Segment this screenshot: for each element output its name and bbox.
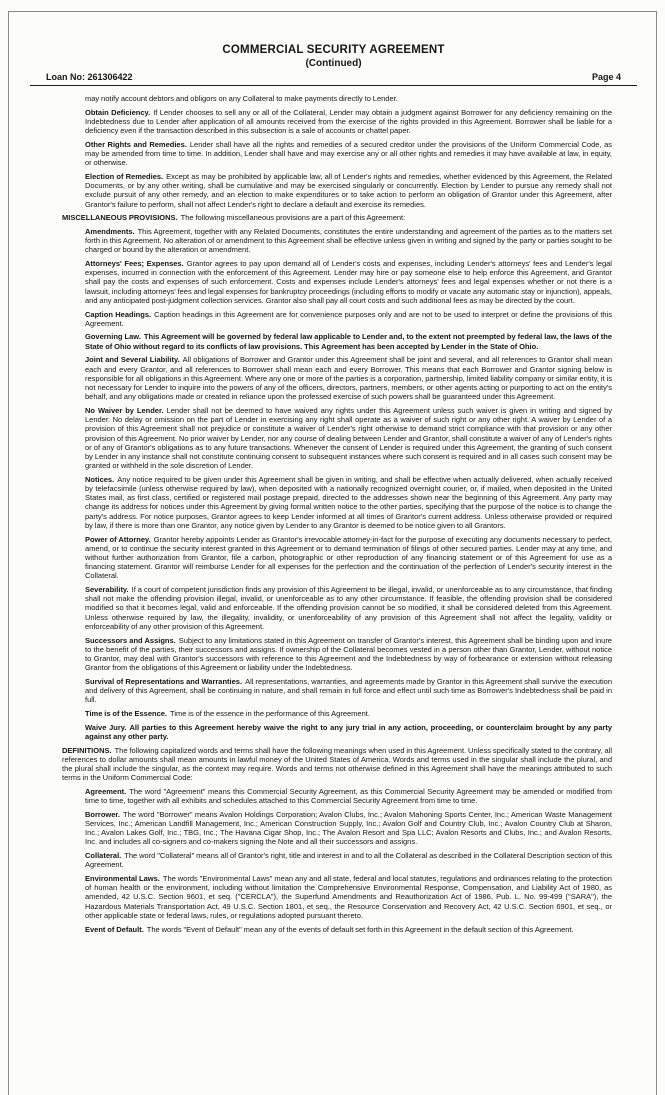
document-paragraph	[85, 851, 612, 869]
document-paragraph	[85, 108, 612, 136]
paragraph-text: All representations, warranties, and agreements made by Grantor in this Agreement shall survive the execution and delivery of this Agreement, shall be continuing in nature, and shall remain in full force and effect until such time as Borrower's Indebtedness shall be paid in full.	[85, 676, 613, 705]
paragraph-heading: Obtain Deficiency.	[85, 107, 151, 117]
paragraph-heading: Other Rights and Remedies.	[85, 139, 187, 149]
document-paragraph	[85, 709, 612, 718]
paragraph-heading: Environmental Laws.	[85, 874, 160, 884]
paragraph-text: Caption headings in this Agreement are for convenience purposes only and are not to be used to interpret or define the provisions of this Agreement.	[85, 309, 612, 328]
paragraph-heading: Power of Attorney.	[85, 534, 151, 544]
paragraph-text: Lender shall not be deemed to have waived any rights under this Agreement unless such waiver is given in writing and signed by Lender. No delay or omission on the part of Lender in exercising any right shall operate as a waiver of such right or any other right. A waiver by Lender of a provision of this Agreement shall not prejudice or constitute a waiver of Lender's right otherwise to demand strict compliance with that provision or any other provision of this Agreement. No prior waiver by Lender, nor any course of dealing between Lender and Grantor, shall constitute a waiver of any of Lender's rights or of any of Grantor's obligations as to any future transactions. Whenever the consent of Lender is required under this Agreement, the granting of such consent by Lender in any instance shall not constitute continuing consent to subsequent instances where such consent is required and in all cases such consent may be granted or withheld in the sole discretion of Lender.	[85, 405, 612, 471]
paragraph-text: All obligations of Borrower and Grantor under this Agreement shall be joint and several, and all references to Grantor shall mean each and every Grantor, and all references to Borrower shall mean each and every Borrower. This means that each Borrower and Grantor signing below is responsible for all obligations in this Agreement. Where any one or more of the parties is a corporation, partnership, limited liability company or similar entity, it is not necessary for Lender to inquire into the powers of any of the officers, directors, partners, members, or other agents acting or purporting to act on the entity's behalf, and any obligations made or created in reliance upon the professed exercise of such powers shall be guaranteed under this Agreement.	[85, 355, 612, 402]
paragraph-text: The word "Collateral" means all of Grantor's right, title and interest in and to all the Collateral as described in the Collateral Description section of this Agreement.	[85, 851, 612, 870]
paragraph-text: Grantor hereby appoints Lender as Grantor's irrevocable attorney-in-fact for the purpose of executing any documents necessary to perfect, amend, or to continue the security interest granted in this Agreement or to demand termination of filings of other secured parties. Lender may at any time, and without further authorization from Grantor, file a carbon, photographic or other reproduction of any financing statement or of this Agreement for use as a financing statement. Grantor will reimburse Lender for all expenses for the perfection and the continuation of the perfection of Lender's security interest in the Collateral.	[85, 534, 612, 581]
paragraph-text: Except as may be prohibited by applicable law, all of Lender's rights and remedies, whether evidenced by this Agreement, the Related Documents, or by any other writing, shall be cumulative and may be exercised singularly or concurrently. Election by Lender to pursue any remedy shall not exclude pursuit of any other remedy, and an election to make expenditures or to take action to perform an obligation of Grantor under this Agreement, after Grantor's failure to perform, shall not affect Lender's right to declare a default and exercise its remedies.	[85, 171, 612, 209]
document-paragraph	[85, 140, 612, 168]
document-paragraph	[62, 746, 612, 783]
document-paragraph	[85, 535, 612, 581]
paragraph-heading: Governing Law.	[85, 332, 141, 342]
document-paragraph	[85, 406, 612, 470]
document-paragraph	[85, 94, 612, 103]
document-paragraph	[85, 677, 612, 705]
paragraph-text: Lender shall have all the rights and remedies of a secured creditor under the provisions of the Uniform Commercial Code, as may be amended from time to time. In addition, Lender shall have and may exercise any or all other rights and remedies it may have available at law, in equity, or otherwise.	[85, 139, 612, 168]
document-body	[30, 94, 637, 934]
paragraph-heading: Survival of Representations and Warranties.	[85, 676, 243, 686]
paragraph-text: The word "Borrower" means Avalon Holdings Corporation; Avalon Clubs, Inc.; Avalon Mahoning Sports Center, Inc.; American Waste Management Services, Inc.; American Landfill Management, Inc.; American Construction Supply, Inc.; Avalon Golf and Country Club, Inc.; Avalon Country Club at Sharon, Inc.; Avalon Lakes Golf, Inc.; TBG, Inc.; The Havana Cigar Shop, Inc.; The Avalon Resort and Spa LLC; Avalon Resorts and Clubs, Inc.; and Avalon Resorts, Inc. and includes all co-signers and co-makers signing the Note and all their successors and assigns.	[85, 809, 612, 847]
paragraph-text: The word "Agreement" means this Commercial Security Agreement, as this Commercial Security Agreement may be amended or modified from time to time, together with all exhibits and schedules attached to this Commercial Security Agreement from time to time.	[85, 786, 612, 806]
paragraph-text: The words "Environmental Laws" mean any and all state, federal and local statutes, regulations and ordinances relating to the protection of human health or the environment, including without limitation the Comprehensive Environmental Response, Compensation, and Liability Act of 1980, as amended, 42 U.S.C. Section 9601, et seq. ("CERCLA"), the Superfund Amendments and Reauthorization Act of 1986, Pub. L. No. 99-499 ("SARA"), the Hazardous Materials Transportation Act, 49 U.S.C. Section 1801, et seq., the Resource Conservation and Recovery Act, 42 U.S.C. Section 6901, et seq., or other applicable state or federal laws, rules, or regulations adopted pursuant thereto.	[85, 874, 612, 920]
header-meta-row	[30, 72, 637, 82]
page-number-label: Page 4	[591, 72, 621, 82]
document-paragraph	[85, 310, 612, 328]
paragraph-text: Time is of the essence in the performance of this Agreement.	[170, 708, 370, 718]
paragraph-text: Any notice required to be given under this Agreement shall be given in writing, and shall be effective when actually delivered, when actually received by telefacsimile (unless otherwise required by law), when deposited with a nationally recognized overnight courier, or, if mailed, when deposited in the United States mail, as first class, certified or registered mail postage prepaid, directed to the addresses shown near the beginning of this Agreement. Any party may change its address for notices under this Agreement by giving formal written notice to the other parties, specifying that the purpose of the notice is to change the party's address. For notice purposes, Grantor agrees to keep Lender informed at all times of Grantor's current address. Unless otherwise provided or required by law, if there is more than one Grantor, any notice given by Lender to any Grantor is deemed to be notice given to all Grantors.	[85, 474, 612, 530]
paragraph-heading: Event of Default.	[85, 924, 144, 934]
paragraph-text: The following miscellaneous provisions are a part of this Agreement:	[180, 213, 406, 223]
paragraph-heading: DEFINITIONS.	[62, 745, 112, 755]
paragraph-heading: Borrower.	[85, 809, 121, 819]
paragraph-text: If a court of competent jurisdiction finds any provision of this Agreement to be illegal, invalid, or unenforceable as to any circumstance, that finding shall not make the offending provision illegal, invalid, or unenforceable as to any other circumstance. If feasible, the offending provision shall be considered modified so that it becomes legal, valid and enforceable. If the offending provision cannot be so modified, it shall be considered deleted from this Agreement. Unless otherwise required by law, the illegality, invalidity, or unenforceability of any provision of this Agreement shall not affect the legality, validity or enforceability of any other provision of this Agreement.	[85, 585, 612, 631]
paragraph-heading: Successors and Assigns.	[85, 635, 176, 645]
paragraph-heading: Waive Jury.	[85, 722, 127, 732]
paragraph-heading: Collateral.	[85, 851, 122, 861]
paragraph-heading: Joint and Several Liability.	[85, 355, 180, 365]
paragraph-text: may notify account debtors and obligors on any Collateral to make payments directly to Lender.	[85, 94, 398, 103]
document-paragraph	[85, 585, 612, 631]
paragraph-heading: Amendments.	[85, 226, 135, 236]
paragraph-heading: Time is of the Essence.	[85, 708, 168, 718]
document-paragraph	[85, 332, 612, 350]
document-paragraph	[85, 475, 612, 530]
paragraph-heading: Agreement.	[85, 786, 127, 796]
document-paragraph	[85, 925, 612, 934]
document-paragraph	[85, 259, 612, 305]
document-paragraph	[62, 213, 612, 222]
paragraph-heading: Attorneys' Fees; Expenses.	[85, 259, 184, 269]
paragraph-text: If Lender chooses to sell any or all of the Collateral, Lender may obtain a judgment against Borrower for any deficiency remaining on the Indebtedness due to Lender after application of all amounts received from the exercise of the rights provided in this Agreement. Borrower shall be liable for a deficiency even if the transaction described in this subsection is a sale of accounts or chattel paper.	[85, 107, 612, 136]
loan-number-label: Loan No: 261306422	[46, 72, 133, 82]
document-paragraph	[85, 172, 612, 209]
document-subtitle: (Continued)	[305, 58, 362, 69]
document-paragraph	[85, 723, 612, 741]
paragraph-text: All parties to this Agreement hereby waive the right to any jury trial in any action, proceeding, or counterclaim brought by any party against any other party.	[85, 722, 613, 741]
paragraph-heading: Notices.	[85, 474, 115, 484]
document-title: COMMERCIAL SECURITY AGREEMENT	[222, 44, 445, 56]
paragraph-heading: MISCELLANEOUS PROVISIONS.	[62, 213, 178, 223]
document-paragraph	[85, 636, 612, 673]
paragraph-text: The words "Event of Default" mean any of the events of default set forth in this Agreement in the default section of this Agreement.	[146, 924, 574, 934]
header-rule	[30, 85, 637, 86]
paragraph-heading: Caption Headings.	[85, 309, 152, 319]
paragraph-heading: Severability.	[85, 585, 129, 595]
document-paragraph	[85, 810, 612, 847]
paragraph-heading: Election of Remedies.	[85, 171, 164, 181]
paragraph-text: This Agreement, together with any Related Documents, constitutes the entire understanding and agreement of the parties as to the matters set forth in this Agreement. No alteration of or amendment to this Agreement shall be effective unless given in writing and signed by the party or parties sought to be charged or bound by the alteration or amendment.	[85, 226, 612, 255]
document-paragraph	[85, 787, 612, 805]
paragraph-text: This Agreement will be governed by federal law applicable to Lender and, to the extent not preempted by federal law, the laws of the State of Ohio without regard to its conflicts of law provisions. This Agreement has been accepted by Lender in the State of Ohio.	[85, 332, 613, 351]
document-paragraph	[85, 355, 612, 401]
paragraph-text: The following capitalized words and terms shall have the following meanings when used in this Agreement. Unless specifically stated to the contrary, all references to dollar amounts shall mean amounts in lawful money of the United States of America. Words and terms used in the singular shall include the plural, and the plural shall include the singular, as the context may require. Words and terms not otherwise defined in this Agreement shall have the meanings attributed to such terms in the Uniform Commercial Code:	[62, 745, 612, 783]
document-paragraph	[85, 874, 612, 920]
document-paragraph	[85, 227, 612, 255]
paragraph-heading: No Waiver by Lender.	[85, 405, 164, 415]
paragraph-text: Subject to any limitations stated in this Agreement on transfer of Grantor's interest, this Agreement shall be binding upon and inure to the benefit of the parties, their successors and assigns. If ownership of the Collateral becomes vested in a person other than Grantor, Lender, without notice to Grantor, may deal with Grantor's successors with reference to this Agreement and the Indebtedness by way of forbearance or extension without releasing Grantor from the obligations of this Agreement or liability under the Indebtedness.	[85, 635, 612, 673]
paragraph-text: Grantor agrees to pay upon demand all of Lender's costs and expenses, including Lender's attorneys' fees and Lender's legal expenses, incurred in connection with the enforcement of this Agreement. Lender may hire or pay someone else to help enforce this Agreement, and Grantor shall pay the costs and expenses of such enforcement. Costs and expenses include Lender's attorneys' fees and legal expenses whether or not there is a lawsuit, including attorneys' fees and legal expenses for bankruptcy proceedings (including efforts to modify or vacate any automatic stay or injunction), appeals, and any anticipated post-judgment collection services. Grantor also shall pay all court costs and such additional fees as may be directed by the court.	[85, 259, 612, 305]
